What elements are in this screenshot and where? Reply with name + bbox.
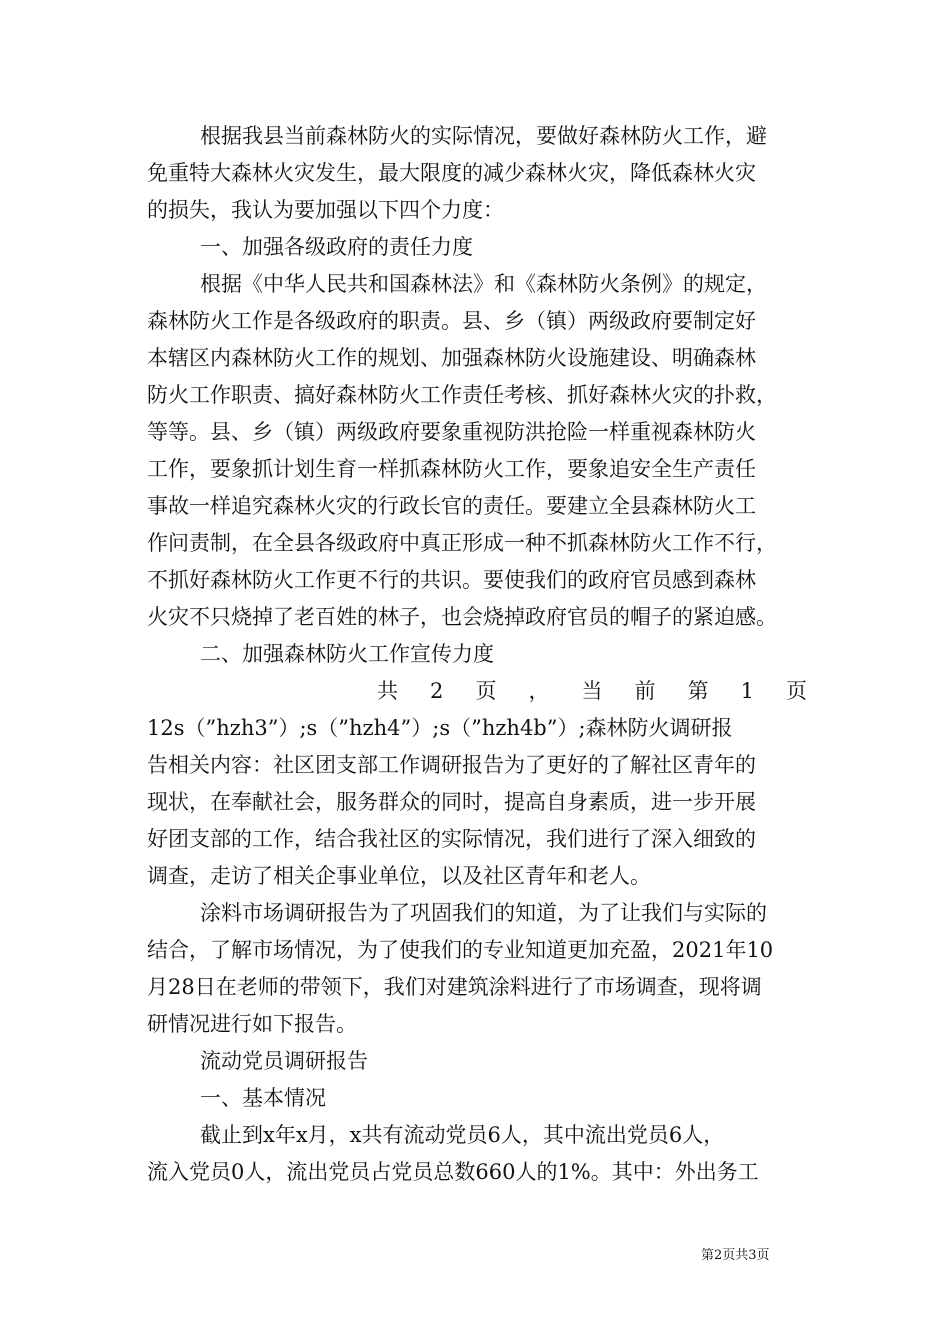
page-marker-char: 2: [430, 679, 444, 703]
paragraph-line: 根据我县当前森林防火的实际情况，要做好森林防火工作，避: [200, 124, 767, 148]
page-marker-char: 页: [786, 679, 807, 703]
paragraph-line: 结合，了解市场情况，为了使我们的专业知道更加充盈，2021年10: [147, 938, 774, 962]
paragraph-line: 森林防火工作是各级政府的职责。县、乡（镇）两级政府要制定好: [147, 309, 756, 333]
paragraph-line: 的损失，我认为要加强以下四个力度：: [147, 198, 504, 222]
page-marker-char: 共: [377, 679, 398, 703]
paragraph-line: 12s（”hzh3”）;s（”hzh4”）;s（”hzh4b”）;森林防火调研报: [147, 716, 733, 740]
paragraph-line: 火灾不只烧掉了老百姓的林子，也会烧掉政府官员的帽子的紧迫感。: [147, 605, 777, 629]
document-body: [147, 118, 807, 1191]
page-marker-char: 1: [740, 679, 754, 703]
paragraph-line: 流入党员0人，流出党员占党员总数660人的1%。其中：外出务工: [147, 1160, 759, 1184]
paragraph-line: 不抓好森林防火工作更不行的共识。要使我们的政府官员感到森林: [147, 568, 756, 592]
paragraph-line: 好团支部的工作，结合我社区的实际情况，我们进行了深入细致的: [147, 827, 756, 851]
page-marker-char: 第: [687, 679, 709, 703]
paragraph-line: 研情况进行如下报告。: [147, 1012, 357, 1036]
paragraph-line: 涂料市场调研报告为了巩固我们的知道，为了让我们与实际的: [200, 901, 767, 925]
paragraph-line: 事故一样追究森林火灾的行政长官的责任。要建立全县森林防火工: [147, 494, 756, 518]
paragraph-line: 月28日在老师的带领下，我们对建筑涂料进行了市场调查，现将调: [147, 975, 762, 999]
paragraph-line: 截止到x年x月，x共有流动党员6人，其中流出党员6人，: [200, 1123, 725, 1147]
page-marker-char: 前: [634, 679, 656, 703]
paragraph-line: 工作，要象抓计划生育一样抓森林防火工作，要象追安全生产责任: [147, 457, 756, 481]
paragraph-line: 等等。县、乡（镇）两级政府要象重视防洪抢险一样重视森林防火: [147, 420, 756, 444]
section-heading: 一、基本情况: [200, 1086, 326, 1110]
paragraph-line: 本辖区内森林防火工作的规划、加强森林防火设施建设、明确森林: [147, 346, 756, 370]
paragraph-line: 根据《中华人民共和国森林法》和《森林防火条例》的规定，: [200, 272, 767, 296]
page-count-marker: [147, 673, 807, 710]
page-marker-char: ，: [528, 679, 550, 703]
paragraph-line: 告相关内容：社区团支部工作调研报告为了更好的了解社区青年的: [147, 753, 756, 777]
paragraph-line: 作问责制，在全县各级政府中真正形成一种不抓森林防火工作不行，: [147, 531, 777, 555]
paragraph-line: 现状，在奉献社会，服务群众的同时，提高自身素质，进一步开展: [147, 790, 756, 814]
paragraph-line: 免重特大森林火灾发生，最大限度的减少森林火灾，降低森林火灾: [147, 161, 756, 185]
page-footer: 第2页共3页: [701, 1248, 770, 1263]
page-marker-char: 当: [581, 679, 603, 703]
paragraph-line: 调查，走访了相关企事业单位，以及社区青年和老人。: [147, 864, 651, 888]
section-heading: 二、加强森林防火工作宣传力度: [200, 642, 494, 666]
section-heading: 流动党员调研报告: [200, 1049, 368, 1073]
section-heading: 一、加强各级政府的责任力度: [200, 235, 473, 259]
paragraph-line: 防火工作职责、搞好森林防火工作责任考核、抓好森林火灾的扑救，: [147, 383, 777, 407]
page-marker-char: 页: [475, 679, 497, 703]
